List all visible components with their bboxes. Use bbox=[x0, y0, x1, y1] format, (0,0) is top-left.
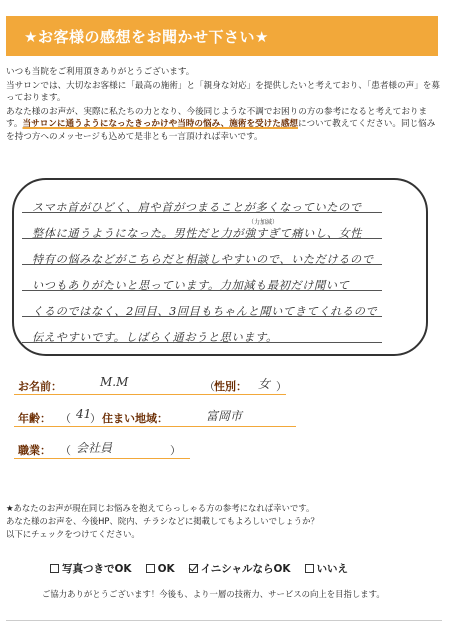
option-photo-ok-label: 写真つきでOK bbox=[62, 563, 132, 575]
option-no[interactable] bbox=[305, 561, 349, 576]
handwritten-annotation: （力加減） bbox=[248, 219, 279, 226]
gender-label: 性別： bbox=[214, 380, 247, 393]
page-banner bbox=[6, 16, 438, 56]
testimonial-line-2: 整体に通うようになった。男性だと力が強すぎて痛いし、女性 bbox=[32, 227, 363, 240]
job-paren-close: ） bbox=[170, 444, 181, 457]
job-value: 会社員 bbox=[76, 441, 113, 455]
thanks-text: ご協力ありがとうございます！今後も、より一層の技術力、サービスの向上を目指します。 bbox=[42, 589, 385, 599]
age-paren-close: ） bbox=[90, 412, 101, 425]
footer-note bbox=[6, 502, 446, 541]
age-paren-open: （ bbox=[60, 412, 71, 425]
testimonial-line-1: スマホ首がひどく、肩や首がつまることが多くなっていたので bbox=[32, 201, 362, 214]
intro-request-highlight: 当サロンに通うようになったきっかけや当時の悩み、施術を受けた感想 bbox=[22, 119, 299, 130]
testimonial-line-5: くるのではなく、2回目、3回目もちゃんと聞いてきてくれるので bbox=[32, 305, 378, 318]
paren-open: （ bbox=[204, 380, 215, 393]
testimonial-line-6: 伝えやすいです。しばらく通おうと思います。 bbox=[32, 331, 278, 344]
consent-options bbox=[50, 561, 410, 576]
footer-line-1: ★あなたのお声が現在同じお悩みを抱えてらっしゃる方の参考になれば幸いです。 bbox=[6, 503, 315, 513]
job-label: 職業： bbox=[18, 444, 51, 457]
checkbox-no[interactable] bbox=[305, 564, 314, 573]
job-paren-open: （ bbox=[60, 444, 71, 457]
option-initials-ok[interactable] bbox=[189, 561, 291, 576]
checkbox-ok[interactable] bbox=[146, 564, 155, 573]
residence-label: 住まい地域： bbox=[102, 412, 168, 425]
age-value: 41 bbox=[76, 407, 92, 421]
option-initials-ok-label: イニシャルならOK bbox=[200, 563, 291, 575]
paren-close: ） bbox=[276, 380, 287, 393]
intro-text bbox=[6, 66, 442, 145]
age-underline bbox=[14, 426, 296, 427]
residence-value: 富岡市 bbox=[206, 409, 243, 423]
banner-title: ★お客様の感想をお聞かせ下さい★ bbox=[24, 27, 269, 46]
checkbox-photo-ok[interactable] bbox=[50, 564, 59, 573]
checkbox-initials-ok[interactable] bbox=[189, 564, 198, 573]
testimonial-line-4: いつもありがたいと思っています。力加減も最初だけ聞いて bbox=[32, 279, 350, 292]
option-no-label: いいえ bbox=[316, 563, 349, 575]
testimonial-line-3: 特有の悩みなどがこちらだと相談しやすいので、いただけるので bbox=[32, 253, 374, 266]
intro-request-post: について教えてください。同じ悩みを持つ方へのメッセージも込めて是非とも一言頂ければ幸いです。 bbox=[6, 119, 436, 142]
intro-greeting: いつも当院をご利用頂きありがとうございます。 bbox=[6, 67, 195, 77]
intro-purpose: 当サロンでは、大切なお客様に「最高の施術」と「親身な対応」を提供したいと考えており、「患者様の声」を募っております。 bbox=[6, 80, 440, 104]
name-value: M.M bbox=[100, 375, 129, 389]
footer-line-2: あなた様のお声を、今後HP、院内、チラシなどに掲載してもよろしいでしょうか？ bbox=[6, 516, 319, 526]
option-ok[interactable] bbox=[146, 563, 175, 575]
intro-request-pre: あなた様のお声が、実際に私たちの力となり、今後同じような不調でお困りの方の参考になると考えております。 bbox=[6, 106, 428, 130]
name-label: お名前： bbox=[18, 380, 62, 393]
intro-request bbox=[6, 106, 442, 144]
option-photo-ok[interactable] bbox=[50, 561, 132, 576]
footer-line-3: 以下にチェックをつけてください。 bbox=[6, 529, 140, 539]
option-ok-label: OK bbox=[157, 562, 175, 575]
age-label: 年齢： bbox=[18, 412, 51, 425]
name-underline bbox=[14, 394, 286, 395]
gender-value: 女 bbox=[258, 377, 271, 391]
job-underline bbox=[14, 458, 190, 459]
bottom-divider bbox=[6, 620, 442, 621]
